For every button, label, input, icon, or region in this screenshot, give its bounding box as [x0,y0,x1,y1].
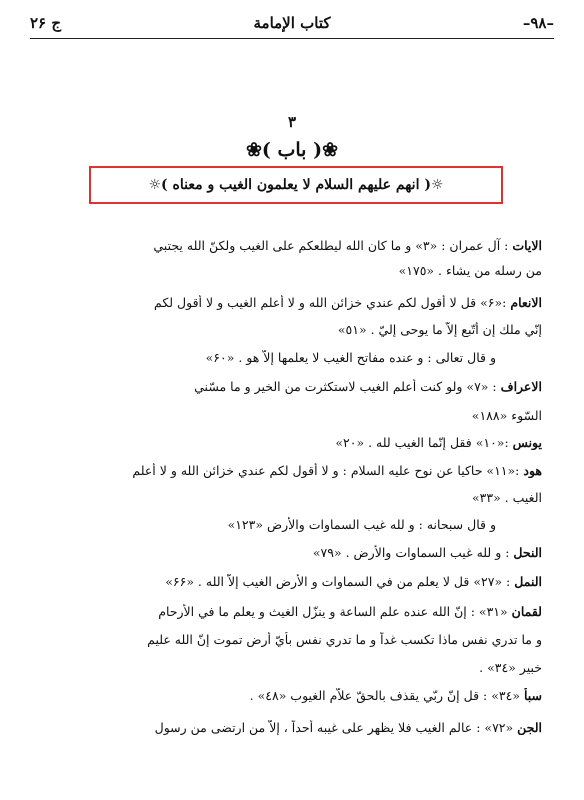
header-rule [30,38,554,39]
page-number: –۹۸– [522,14,554,32]
verse-line: الجن «٧٢» : عالم الغيب فلا يظهر على غيبه أحداً ، إلاّ من ارتضى من رسول [154,720,542,735]
verse-line: النحل : و لله غيب السماوات والأرض . «٧٩» [312,545,542,560]
verse-line: من رسله من يشاء . «١٧٥» [398,263,542,278]
verse-line: و قال تعالى : و عنده مفاتح الغيب لا يعلمها إلاّ هو . «۶٠» [205,350,496,365]
verse-line: الانعام :«۶» قل لا أقول لكم عندي خزائن الله و لا أعلم الغيب و لا أقول لكم [154,295,542,310]
chapter-number: ٣ [287,113,297,131]
verse-line: و قال سبحانه : و لله غيب السماوات والأرض «١٢٣» [227,517,496,532]
verse-line: يونس :«١٠» فقل إنّما الغيب لله . «٢٠» [335,435,542,450]
verse-line: الاعراف : «٧» ولو كنت أعلم الغيب لاستكثرت من الخير و ما مسّني [194,379,542,394]
verse-line: الايات : آل عمران : «٣» و ما كان الله ليطلعكم على الغيب ولكنّ الله يجتبي [153,238,542,253]
verse-line: السّوء «١٨٨» [471,408,542,423]
verse-line: هود :«١١» حاكيا عن نوح عليه السلام : و لا أقول لكم عندي خزائن الله و لا أعلم [132,463,542,478]
highlighted-subtitle-box [89,166,503,204]
volume-label: ج ٢۶ [30,14,62,32]
verse-line: لقمان «٣١» : إنّ الله عنده علم الساعة و ينزّل الغيث و يعلم ما في الأرحام [158,604,542,619]
book-title: كتاب الإمامة [253,14,331,32]
verse-line: النمل : «٢٧» قل لا يعلم من في السماوات و الأرض الغيب إلاّ الله . «۶۶» [165,574,542,589]
verse-line: سبأ «٣٤» : قل إنّ ربّي يقذف بالحقّ علاّم الغيوب «٤٨» . [249,688,542,703]
chapter-title: ❀( باب )❀ [245,139,338,161]
verse-line: إنّي ملك إن أتّبع إلاّ ما يوحى إليّ . «٥١» [337,322,542,337]
page-header [30,10,554,38]
verse-line: خبير «٣٤» . [479,660,542,675]
verse-line: الغيب . «٣٣» [471,490,542,505]
chapter-subtitle: ☼( انهم عليهم السلام لا يعلمون الغيب و معناه )☼ [148,177,444,193]
verse-line: و ما تدري نفس ماذا تكسب غداً و ما تدري نفس بأيّ أرض تموت إنّ الله عليم [147,632,542,647]
